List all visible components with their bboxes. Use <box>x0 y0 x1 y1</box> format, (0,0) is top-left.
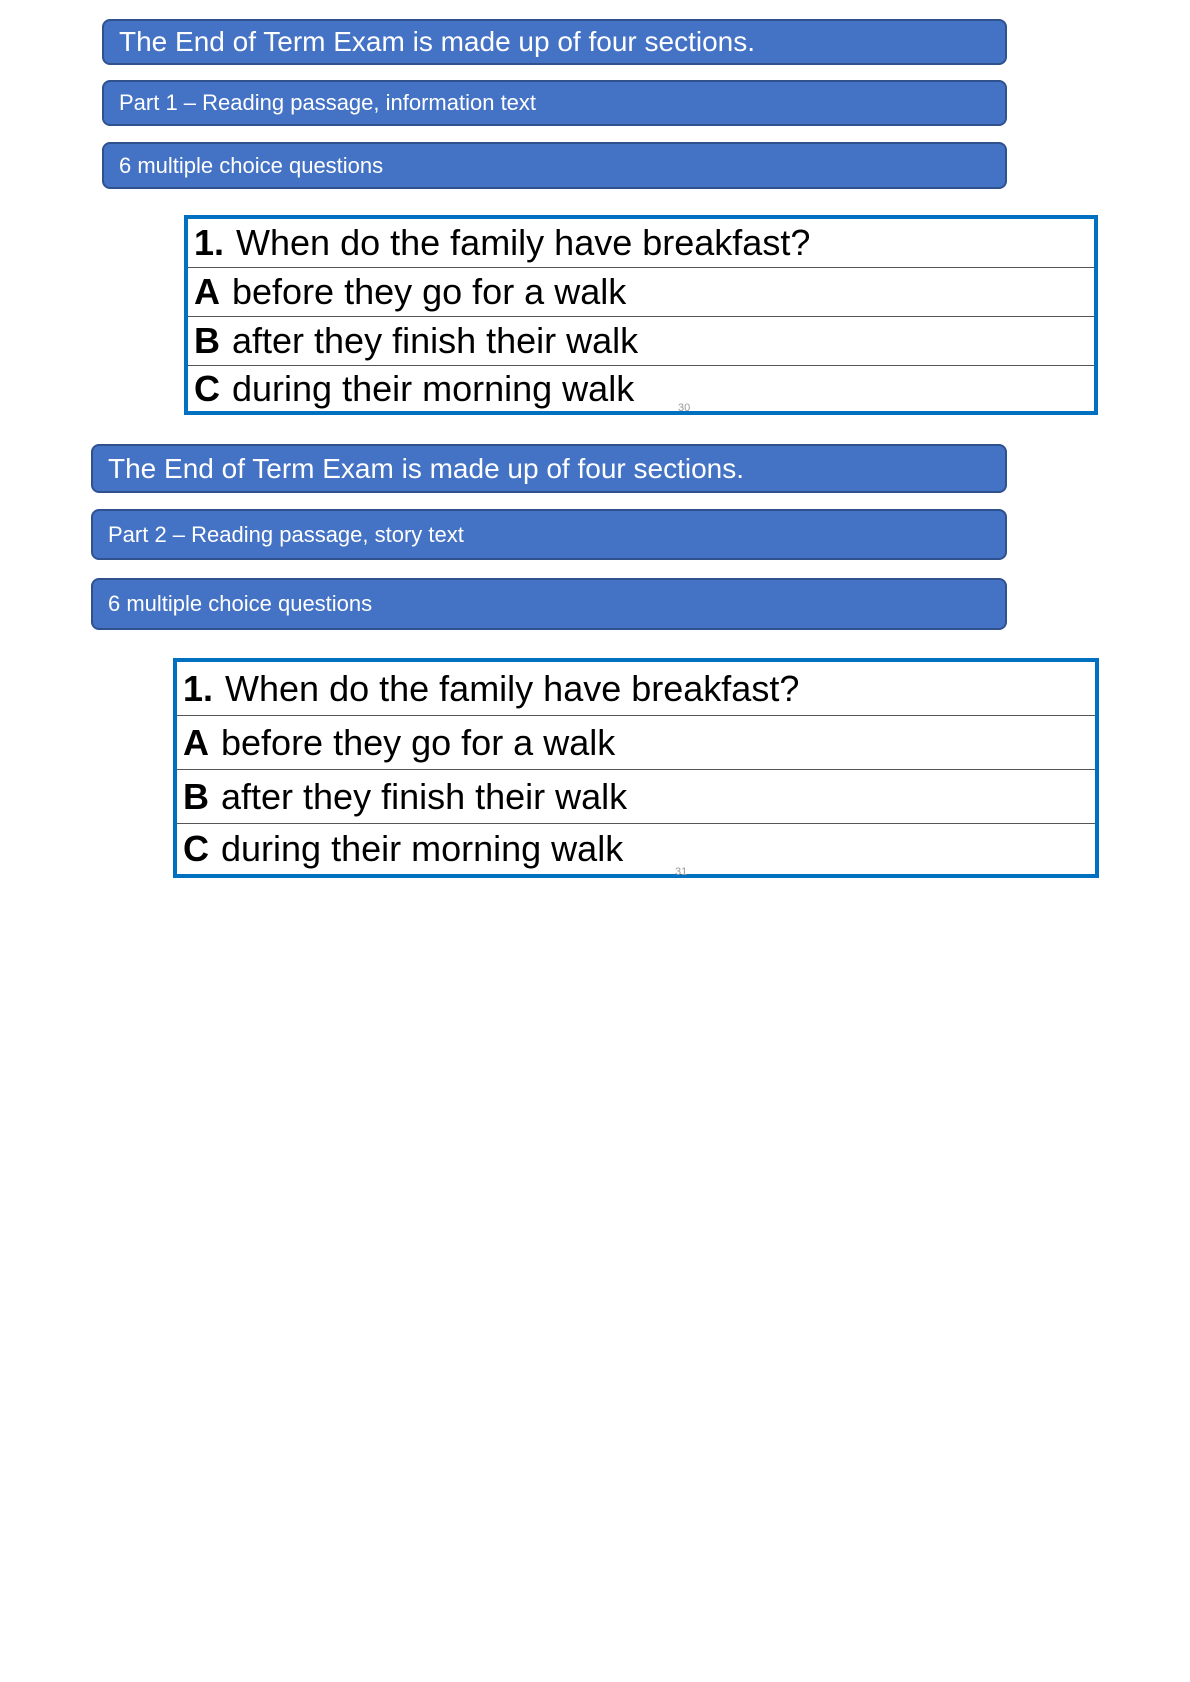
option-text: during their morning walk <box>232 367 635 409</box>
question-table <box>173 658 1099 878</box>
option-letter: C <box>194 367 220 409</box>
part-banner: Part 1 – Reading passage, information text <box>102 80 1007 126</box>
option-text: during their morning walk <box>221 828 624 869</box>
question-number: 1. <box>183 667 214 709</box>
option-row-a <box>188 268 1094 317</box>
option-row-b <box>188 317 1094 366</box>
option-row-c <box>177 824 1095 874</box>
question-row <box>188 219 1094 268</box>
option-row-a <box>177 716 1095 770</box>
option-letter: B <box>194 320 220 361</box>
option-text: after they finish their walk <box>232 320 639 361</box>
question-number: 1. <box>194 222 225 263</box>
part-banner: Part 2 – Reading passage, story text <box>91 509 1007 560</box>
option-letter: C <box>183 828 209 869</box>
exam-sections-banner: The End of Term Exam is made up of four sections. <box>91 444 1007 493</box>
option-letter: A <box>183 721 209 763</box>
page-number: 31 <box>675 866 688 878</box>
option-text: after they finish their walk <box>221 775 628 817</box>
option-row-c <box>188 366 1094 411</box>
option-text: before they go for a walk <box>221 721 616 763</box>
questions-info-banner: 6 multiple choice questions <box>102 142 1007 189</box>
exam-sections-banner: The End of Term Exam is made up of four sections. <box>102 19 1007 65</box>
question-text: When do the family have breakfast? <box>225 667 800 709</box>
question-row <box>177 662 1095 716</box>
option-letter: A <box>194 271 220 312</box>
option-row-b <box>177 770 1095 824</box>
option-text: before they go for a walk <box>232 271 627 312</box>
question-table <box>184 215 1098 415</box>
questions-info-banner: 6 multiple choice questions <box>91 578 1007 630</box>
page-number: 30 <box>678 402 691 414</box>
question-text: When do the family have breakfast? <box>236 222 811 263</box>
option-letter: B <box>183 775 209 817</box>
